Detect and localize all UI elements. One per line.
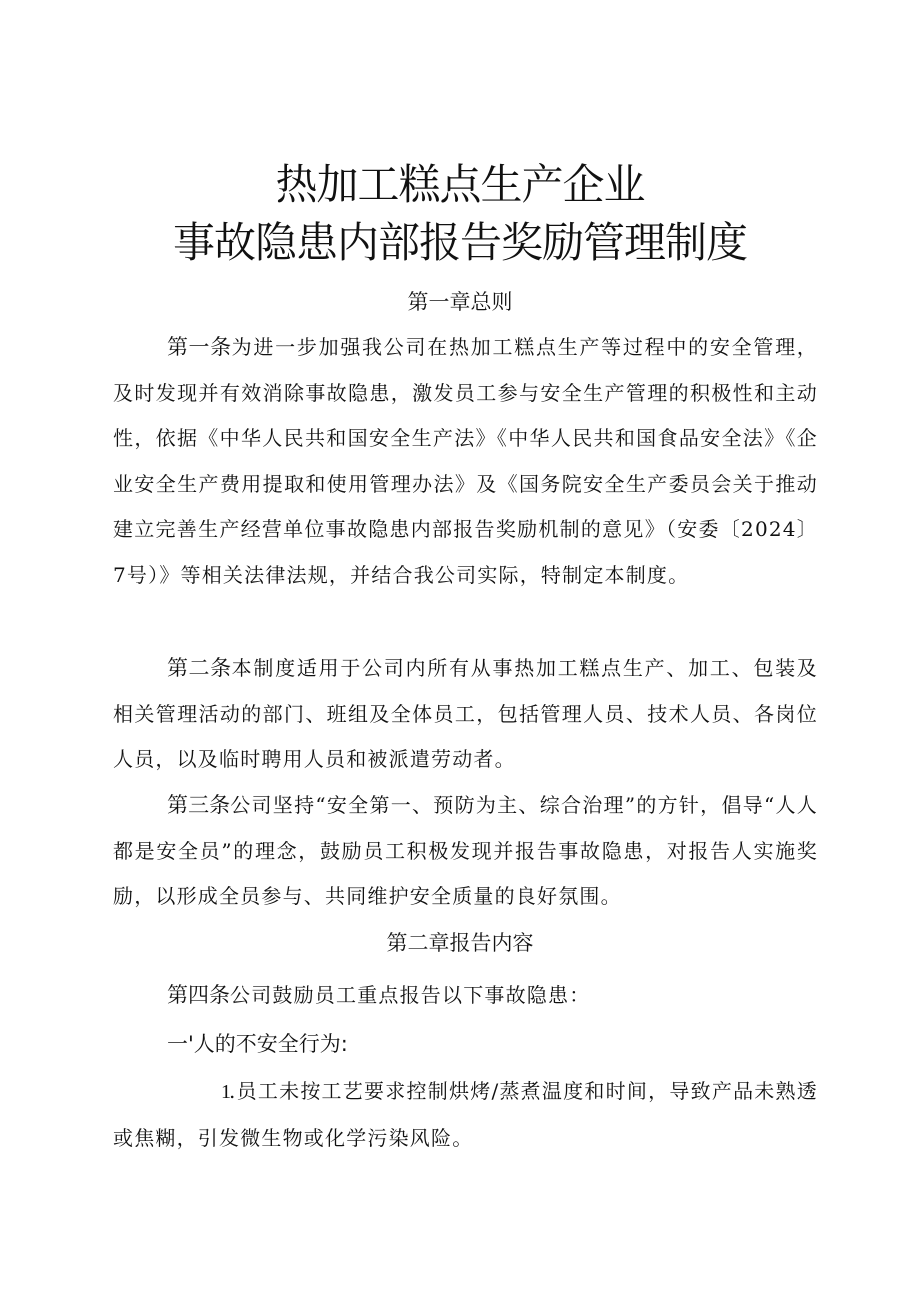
article-1-text: 为进一步加强我公司在热加工糕点生产等过程中的安全管理，及时发现并有效消除事故隐患，激发员工参与安全生产管理的积极性和主动性，依据《中华人民共和国安全生产法》《中华人民共和国食品安全法》《企业安全生产费用提取和使用管理办法》及《国务院安全生产委员会关于推动建立完善生产经营单位事故隐患内部报告奖励机制的意见》（安委〔2024〕7号）》等相关法律法规，并结合我公司实际，特制定本制度。 [113,335,819,587]
article-4-label: 第四条 [167,983,230,1007]
document-title-line1: 热加工糕点生产企业 [275,160,645,209]
article-4 [113,973,818,1019]
article-1 [113,325,818,598]
chapter-heading-2: 第二章报告内容 [386,931,534,955]
item-1-text: .员工未按工艺要求控制烘烤/蒸煮温度和时间，导致产品未熟透或焦糊，引发微生物或化学污染风险。 [113,1079,818,1150]
article-4-text: 公司鼓励员工重点报告以下事故隐患： [230,983,591,1007]
article-1-label: 第一条 [167,335,232,359]
article-3-label: 第三条 [167,793,231,817]
chapter-heading-1: 第一章总则 [407,290,513,314]
document-title-line2: 事故隐患内部报告奖励管理制度 [172,218,747,267]
article-2 [113,646,818,783]
article-3 [113,783,818,920]
article-3-text: 公司坚持“安全第一、预防为主、综合治理”的方针，倡导“人人都是安全员”的理念，鼓励员工积极发现并报告事故隐患，对报告人实施奖励，以形成全员参与、共同维护安全质量的良好氛围。 [113,793,818,908]
article-2-label: 第二条 [167,656,232,680]
article-2-text: 本制度适用于公司内所有从事热加工糕点生产、加工、包装及相关管理活动的部门、班组及全体员工，包括管理人员、技术人员、各岗位人员，以及临时聘用人员和被派遣劳动者。 [113,656,819,771]
subheading-unsafe-behavior: 一'人的不安全行为: [167,1032,348,1056]
item-1-number: 1 [221,1081,233,1103]
item-1 [113,1069,818,1161]
